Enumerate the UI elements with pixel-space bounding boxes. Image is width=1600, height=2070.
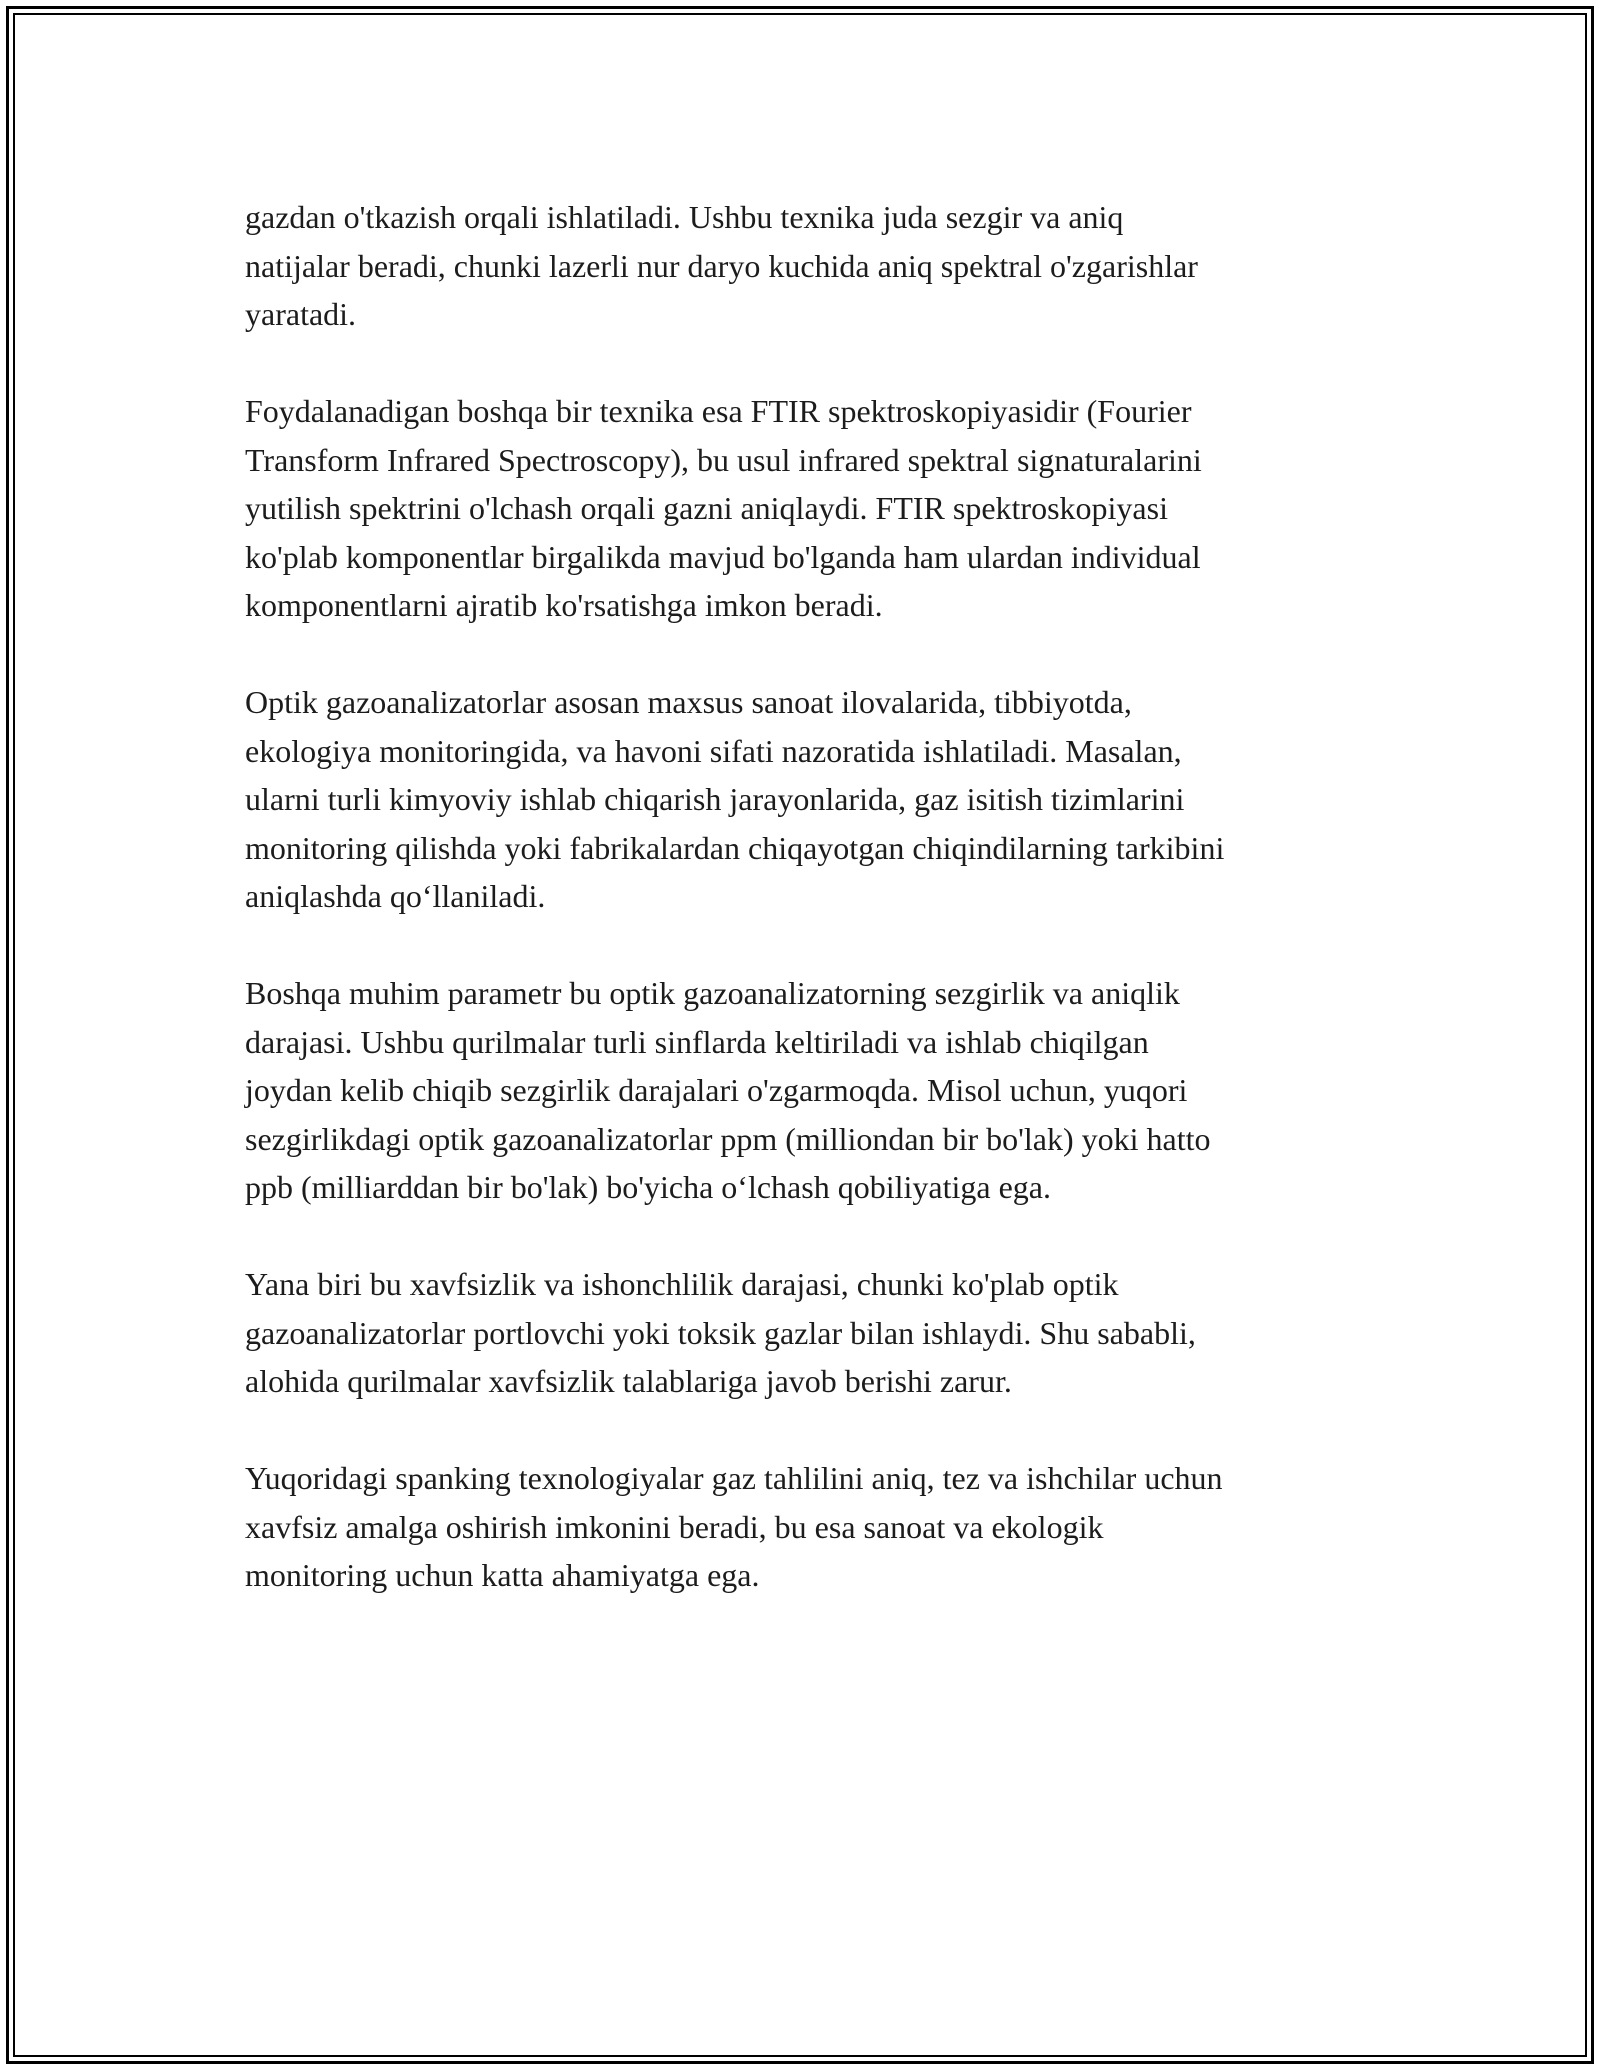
text-line: sezgirlikdagi optik gazoanalizatorlar ppm (milliondan bir bo'lak) yoki hatto <box>245 1120 1211 1157</box>
text-line: Optik gazoanalizatorlar asosan maxsus sanoat ilovalarida, tibbiyotda, <box>245 684 1132 720</box>
text-line: monitoring uchun katta ahamiyatga ega. <box>245 1557 760 1593</box>
text-line: komponentlarni ajratib ko'rsatishga imkon beradi. <box>245 587 883 623</box>
text-line: alohida qurilmalar xavfsizlik talablariga javob berishi zarur. <box>245 1363 1012 1399</box>
paragraph-6 <box>245 1454 1385 1600</box>
text-line: Transform Infrared Spectroscopy), bu usul infrared spektral signaturalarini <box>245 441 1202 478</box>
text-line: yutilish spektrini o'lchash orqali gazni aniqlaydi. FTIR spektroskopiyasi <box>245 490 1168 526</box>
text-line: darajasi. Ushbu qurilmalar turli sinflarda keltiriladi va ishlab chiqilgan <box>245 1023 1149 1060</box>
text-line: ppb (milliarddan bir bo'lak) bo'yicha o‘lchash qobiliyatiga ega. <box>245 1169 1051 1205</box>
document-body <box>245 193 1385 1648</box>
paragraph-3 <box>245 678 1385 921</box>
text-line: Yana biri bu xavfsizlik va ishonchlilik darajasi, chunki ko'plab optik <box>245 1266 1119 1302</box>
page-frame <box>6 6 1594 2064</box>
text-line: Boshqa muhim parametr bu optik gazoanalizatorning sezgirlik va aniqlik <box>245 975 1180 1011</box>
text-line: joydan kelib chiqib sezgirlik darajalari o'zgarmoqda. Misol uchun, yuqori <box>245 1072 1188 1108</box>
text-line: monitoring qilishda yoki fabrikalardan chiqayotgan chiqindilarning tarkibini <box>245 829 1225 866</box>
text-line: ko'plab komponentlar birgalikda mavjud bo'lganda ham ulardan individual <box>245 538 1201 575</box>
text-line: yaratadi. <box>245 296 357 332</box>
text-line: aniqlashda qo‘llaniladi. <box>245 878 546 914</box>
text-line: gazoanalizatorlar portlovchi yoki toksik gazlar bilan ishlaydi. Shu sababli, <box>245 1314 1196 1351</box>
paragraph-5 <box>245 1260 1385 1406</box>
text-line: natijalar beradi, chunki lazerli nur daryo kuchida aniq spektral o'zgarishlar <box>245 247 1198 284</box>
text-line: Foydalanadigan boshqa bir texnika esa FTIR spektroskopiyasidir (Fourier <box>245 393 1192 429</box>
paragraph-2 <box>245 387 1385 630</box>
text-line: ularni turli kimyoviy ishlab chiqarish jarayonlarida, gaz isitish tizimlarini <box>245 781 1185 817</box>
paragraph-4 <box>245 969 1385 1212</box>
paragraph-1 <box>245 193 1385 339</box>
text-line: Yuqoridagi spanking texnologiyalar gaz tahlilini aniq, tez va ishchilar uchun <box>245 1460 1223 1496</box>
text-line: gazdan o'tkazish orqali ishlatiladi. Ushbu texnika juda sezgir va aniq <box>245 199 1124 235</box>
text-line: xavfsiz amalga oshirish imkonini beradi, bu esa sanoat va ekologik <box>245 1508 1104 1545</box>
text-line: ekologiya monitoringida, va havoni sifati nazoratida ishlatiladi. Masalan, <box>245 732 1182 769</box>
